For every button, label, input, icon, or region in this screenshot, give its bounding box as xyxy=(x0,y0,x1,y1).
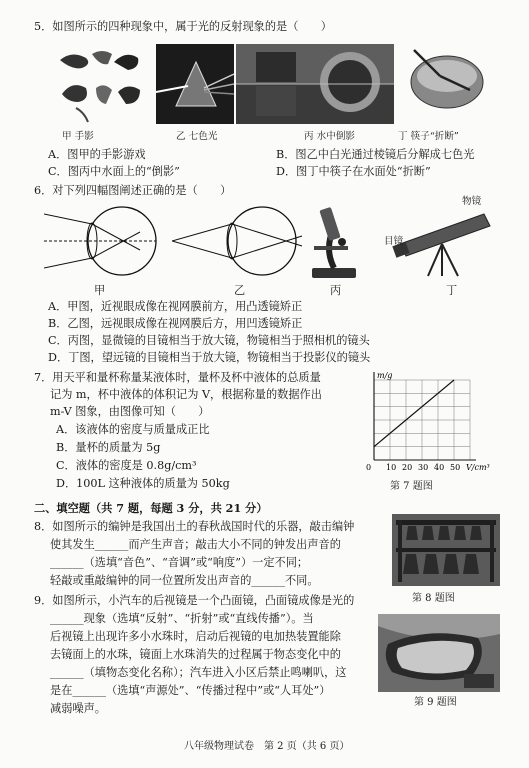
q6-fig-yi: 乙 xyxy=(234,284,246,297)
mv-series-line xyxy=(374,380,454,447)
q5-option-d: D．图丁中筷子在水面处“折断” xyxy=(276,165,431,178)
water-reflection-image xyxy=(236,44,394,124)
bianzhong-bells-image xyxy=(392,514,500,586)
hyperopia-eye-diagram xyxy=(172,200,304,282)
mv-grid xyxy=(374,380,470,460)
mv-x-tick-label: 10 xyxy=(386,463,397,472)
q6-fig-bing: 丙 xyxy=(330,284,342,297)
prism-image xyxy=(156,44,234,124)
telescope-objective-label: 物镜 xyxy=(462,196,482,207)
q9-figure-caption: 第 9 题图 xyxy=(414,697,457,708)
q5-stem: 5．如图所示的四种现象中，属于光的反射现象的是（ ） xyxy=(34,20,332,33)
q5-caption-yi: 乙 七色光 xyxy=(176,131,218,142)
q8-line-4: 轻敲或重敲编钟的同一位置所发出声音的______不同。 xyxy=(50,574,319,587)
q6-option-d: D．丁图，望远镜的目镜相当于放大镜，物镜相当于投影仪的镜头 xyxy=(48,351,371,364)
mv-series xyxy=(374,380,454,447)
q9-line-5: ______（填物态变化名称）；汽车进入小区后禁止鸣喇叭，这 xyxy=(50,666,347,679)
q5-option-c: C．图丙中水面上的“倒影” xyxy=(48,165,180,178)
q5-caption-jia: 甲 手影 xyxy=(62,131,94,142)
q9-line-2: ______现象（选填“反射”、“折射”或“直线传播”）。当 xyxy=(50,612,314,625)
q5-caption-ding: 丁 筷子“折断” xyxy=(398,131,459,142)
q6-option-a: A．甲图，近视眼成像在视网膜前方，用凸透镜矫正 xyxy=(48,300,303,313)
q5-option-a: A．图甲的手影游戏 xyxy=(48,148,146,161)
q9-line-7: 减弱噪声。 xyxy=(50,702,106,715)
mv-graph xyxy=(352,366,492,476)
q7-stem-line-3: m-V 图象，由图像可知（ ） xyxy=(50,405,210,418)
q7-stem-line-2: 记为 m，杯中液体的体积记为 V，根据称量的数据作出 xyxy=(50,388,322,401)
q7-option-d: D．100L 这种液体的质量为 50kg xyxy=(56,477,230,490)
chopsticks-bowl-image xyxy=(408,46,486,118)
myopia-eye-diagram xyxy=(44,200,162,282)
mv-x-tick-label: 30 xyxy=(418,463,429,472)
q6-fig-jia: 甲 xyxy=(94,284,106,297)
q9-line-3: 后视镜上出现许多小水珠时，启动后视镜的电加热装置能除 xyxy=(50,630,341,643)
q8-line-2: 使其发生______而产生声音；敲击大小不同的钟发出声音的 xyxy=(50,538,341,551)
q6-option-c: C．丙图，显微镜的目镜相当于放大镜，物镜相当于照相机的镜头 xyxy=(48,334,370,347)
q5-option-b: B．图乙中白光通过棱镜后分解成七色光 xyxy=(276,148,475,161)
q7-figure-caption: 第 7 题图 xyxy=(390,481,433,492)
q9-line-1: 9．如图所示，小汽车的后视镜是一个凸面镜，凸面镜成像是光的 xyxy=(34,594,355,607)
q7-option-a: A．该液体的密度与质量成正比 xyxy=(56,423,210,436)
mv-y-axis-label: m/g xyxy=(377,371,393,380)
mv-x-tick-label: 20 xyxy=(402,463,413,472)
q7-option-b: B．量杯的质量为 5g xyxy=(56,441,161,454)
q8-figure-caption: 第 8 题图 xyxy=(412,593,455,604)
hand-shadow-image xyxy=(52,42,150,126)
q5-caption-bing: 丙 水中倒影 xyxy=(304,131,356,142)
q7-option-c: C．液体的密度是 0.8g/cm³ xyxy=(56,459,197,472)
q9-line-6: 是在______（选填“声源处”、“传播过程中”或“人耳处”） xyxy=(50,684,331,697)
q6-option-b: B．乙图，远视眼成像在视网膜后方，用凹透镜矫正 xyxy=(48,317,303,330)
microscope-image xyxy=(304,202,364,280)
page-footer: 八年级物理试卷 第 2 页（共 6 页） xyxy=(184,741,350,752)
car-side-mirror-image xyxy=(378,614,500,692)
q8-line-1: 8．如图所示的编钟是我国出土的春秋战国时代的乐器，敲击编钟 xyxy=(34,520,355,533)
mv-origin-label: 0 xyxy=(366,463,372,472)
q7-stem-line-1: 7．用天平和量杯称量某液体时，量杯及杯中液体的总质量 xyxy=(34,371,321,384)
q8-line-3: ______（选填“音色”、“音调”或“响度”）一定不同； xyxy=(50,556,309,569)
telescope-eyepiece-label: 目镜 xyxy=(384,236,404,247)
mv-tick-labels xyxy=(386,463,460,472)
mv-x-tick-label: 40 xyxy=(434,463,445,472)
q6-fig-ding: 丁 xyxy=(446,284,458,297)
q6-stem: 6．对下列四幅图阐述正确的是（ ） xyxy=(34,184,232,197)
q9-line-4: 去镜面上的水珠，镜面上水珠消失的过程属于物态变化中的 xyxy=(50,648,341,661)
section2-heading: 二、填空题（共 7 题，每题 3 分，共 21 分） xyxy=(34,501,268,515)
mv-x-tick-label: 50 xyxy=(450,463,461,472)
mv-x-axis-label: V/cm³ xyxy=(466,463,490,472)
